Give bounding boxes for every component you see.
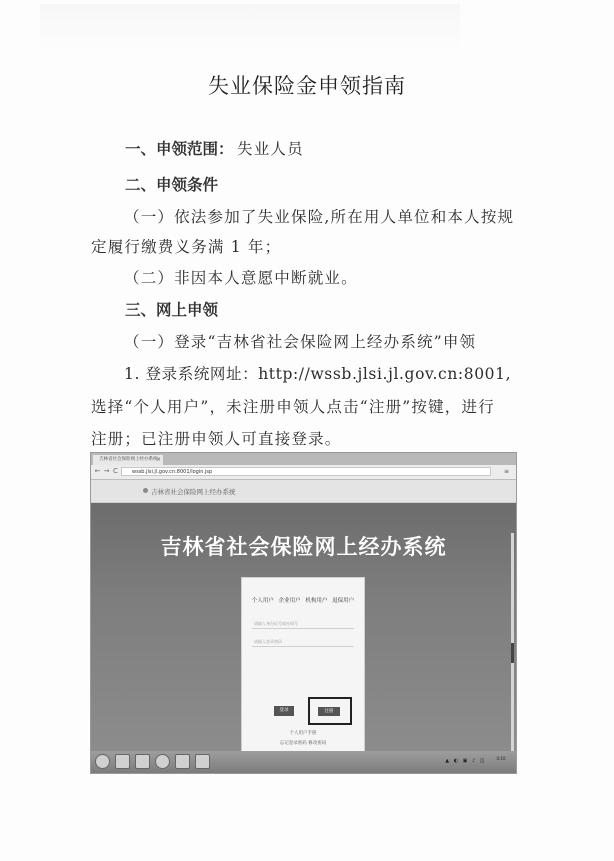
tab-institution: 机构用户 (305, 598, 328, 604)
browser-tab-title: 吉林省社会保险网上经办系统 (99, 457, 158, 462)
section1-text: 失业人员 (237, 140, 304, 158)
taskbar-clock: 0:10 (496, 756, 506, 761)
section3-heading: 三、网上申领 (125, 301, 219, 319)
register-highlight (308, 697, 352, 725)
tab-personal: 个人用户 (251, 598, 274, 604)
login-tabs (242, 596, 364, 604)
login-panel (241, 577, 365, 765)
section1-heading: 一、申领范围： (125, 140, 234, 158)
section3-step1-line1: 1. 登录系统网址：http://wssb.jlsi.jl.gov.cn:8001, (124, 365, 512, 383)
back-icon: ← (94, 467, 101, 475)
banner-title: 吉林省社会保险网上经办系统 (160, 535, 447, 559)
tab-retired: 退保用户 (332, 598, 355, 604)
login-button: 登录 (274, 706, 294, 716)
password-links: 忘记登录密码 修改密码 (279, 741, 327, 746)
explorer-icon (115, 754, 130, 769)
login-screenshot-image (90, 452, 517, 774)
scroll-thumb (511, 643, 514, 663)
address-bar: wssb.jlsi.jl.gov.cn:8001/login.jsp (121, 467, 491, 476)
system-tray-icons: ▲ ◐ ▣ ♪ ◫ (445, 758, 486, 764)
section3-step1-line3: 注册；已注册申领人可直接登录。 (91, 430, 342, 448)
menu-icon: ≡ (504, 468, 510, 475)
site-header (91, 480, 516, 502)
browser-tab (93, 455, 163, 465)
close-icon: × (155, 456, 161, 463)
site-logo-icon (143, 488, 148, 493)
register-button: 注册 (318, 707, 340, 716)
app-icon (195, 754, 210, 769)
section3-step1-line2: 选择“个人用户”，未注册申领人点击“注册”按键，进行 (91, 398, 495, 416)
tab-enterprise: 企业用户 (278, 598, 301, 604)
browser-icon (155, 754, 170, 769)
section2-item2: （二）非因本人意愿中断就业。 (124, 269, 358, 287)
login-banner (91, 503, 516, 751)
browser-tabstrip (91, 453, 516, 465)
section2-item1-line2: 定履行缴费义务满 1 年； (91, 238, 282, 256)
scan-artifact (40, 4, 460, 50)
start-icon (95, 754, 110, 769)
id-field: 请输入身份证号或社保号 (252, 618, 354, 629)
page-title: 失业保险金申领指南 (208, 74, 406, 98)
section3-sub1: （一）登录“吉林省社会保险网上经办系统”申领 (124, 333, 477, 351)
password-field: 请输入登录密码 (252, 636, 354, 647)
section2-item1-line1: （一）依法参加了失业保险,所在用人单位和本人按规 (124, 208, 515, 226)
reload-icon: C (113, 467, 118, 475)
folder-icon (175, 754, 190, 769)
site-header-title: 吉林省社会保险网上经办系统 (151, 488, 236, 496)
os-taskbar (91, 751, 516, 773)
user-manual-link: 个人用户手册 (289, 731, 317, 736)
section2-heading: 二、申领条件 (125, 176, 219, 194)
forward-icon: → (103, 467, 110, 475)
browser-toolbar (91, 465, 516, 480)
media-icon (135, 754, 150, 769)
